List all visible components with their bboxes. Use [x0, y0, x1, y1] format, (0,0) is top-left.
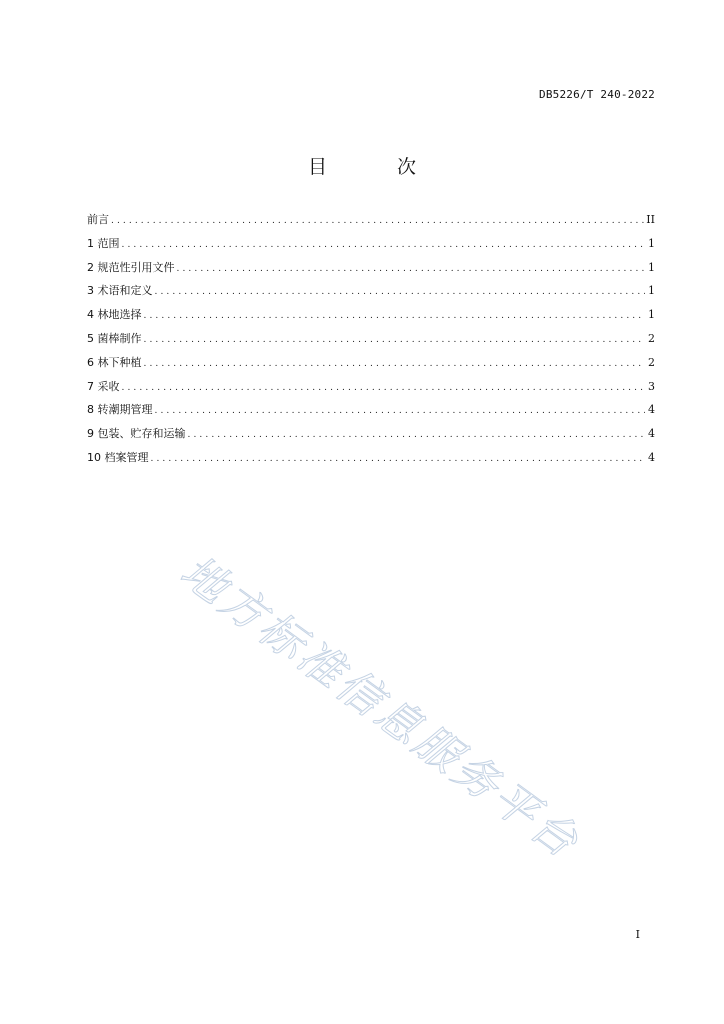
page-title: 目 次 — [307, 156, 449, 178]
toc-entry-page: 3 — [648, 379, 655, 393]
toc-leader-dots — [155, 400, 646, 424]
toc-entry-packaging-storage[interactable] — [87, 422, 655, 446]
toc-entry-page: 1 — [648, 308, 655, 322]
toc-entry-normative-references[interactable] — [87, 256, 655, 280]
toc-entry-page: 2 — [648, 355, 655, 369]
toc-entry-label: 6 林下种植 — [87, 355, 142, 369]
toc-entry-label: 10 档案管理 — [87, 450, 149, 464]
toc-leader-dots — [188, 424, 646, 448]
toc-leader-dots — [155, 281, 646, 305]
toc-leader-dots — [177, 258, 646, 282]
toc-entry-label: 前言 — [87, 213, 109, 226]
toc-entry-page: II — [646, 213, 655, 226]
toc-entry-page: 4 — [648, 403, 655, 417]
document-code: DB5226/T 240-2022 — [539, 88, 655, 101]
toc-entry-foreword[interactable] — [87, 208, 655, 232]
toc-leader-dots — [122, 377, 646, 401]
toc-entry-site-selection[interactable] — [87, 303, 655, 327]
watermark-text: 地方标准信息服务平台 — [171, 545, 590, 870]
toc-leader-dots — [151, 448, 646, 472]
toc-entry-page: 1 — [648, 236, 655, 250]
toc-entry-label: 1 范围 — [87, 236, 120, 250]
toc-entry-label: 3 术语和定义 — [87, 284, 153, 298]
toc-entry-page: 1 — [648, 284, 655, 298]
toc-leader-dots — [122, 234, 646, 258]
toc-entry-page: 1 — [648, 260, 655, 274]
toc-entry-label: 8 转潮期管理 — [87, 403, 153, 417]
toc-entry-harvest[interactable] — [87, 375, 655, 399]
toc-entry-label: 4 林地选择 — [87, 308, 142, 322]
page-number: I — [635, 928, 640, 941]
toc-entry-terms[interactable] — [87, 279, 655, 303]
toc-entry-label: 5 菌棒制作 — [87, 331, 142, 345]
toc-entry-page: 4 — [648, 450, 655, 464]
toc-leader-dots — [144, 353, 646, 377]
toc-leader-dots — [144, 305, 646, 329]
toc-entry-stick-making[interactable] — [87, 327, 655, 351]
toc-entry-label: 7 采收 — [87, 379, 120, 393]
toc-entry-label: 9 包装、贮存和运输 — [87, 427, 186, 441]
table-of-contents — [87, 208, 655, 470]
toc-entry-understory-planting[interactable] — [87, 351, 655, 375]
toc-entry-page: 2 — [648, 331, 655, 345]
toc-entry-page: 4 — [648, 427, 655, 441]
toc-entry-label: 2 规范性引用文件 — [87, 260, 175, 274]
toc-entry-scope[interactable] — [87, 232, 655, 256]
toc-leader-dots — [144, 329, 646, 353]
toc-leader-dots — [111, 210, 644, 234]
toc-entry-flush-management[interactable] — [87, 398, 655, 422]
toc-entry-records[interactable] — [87, 446, 655, 470]
